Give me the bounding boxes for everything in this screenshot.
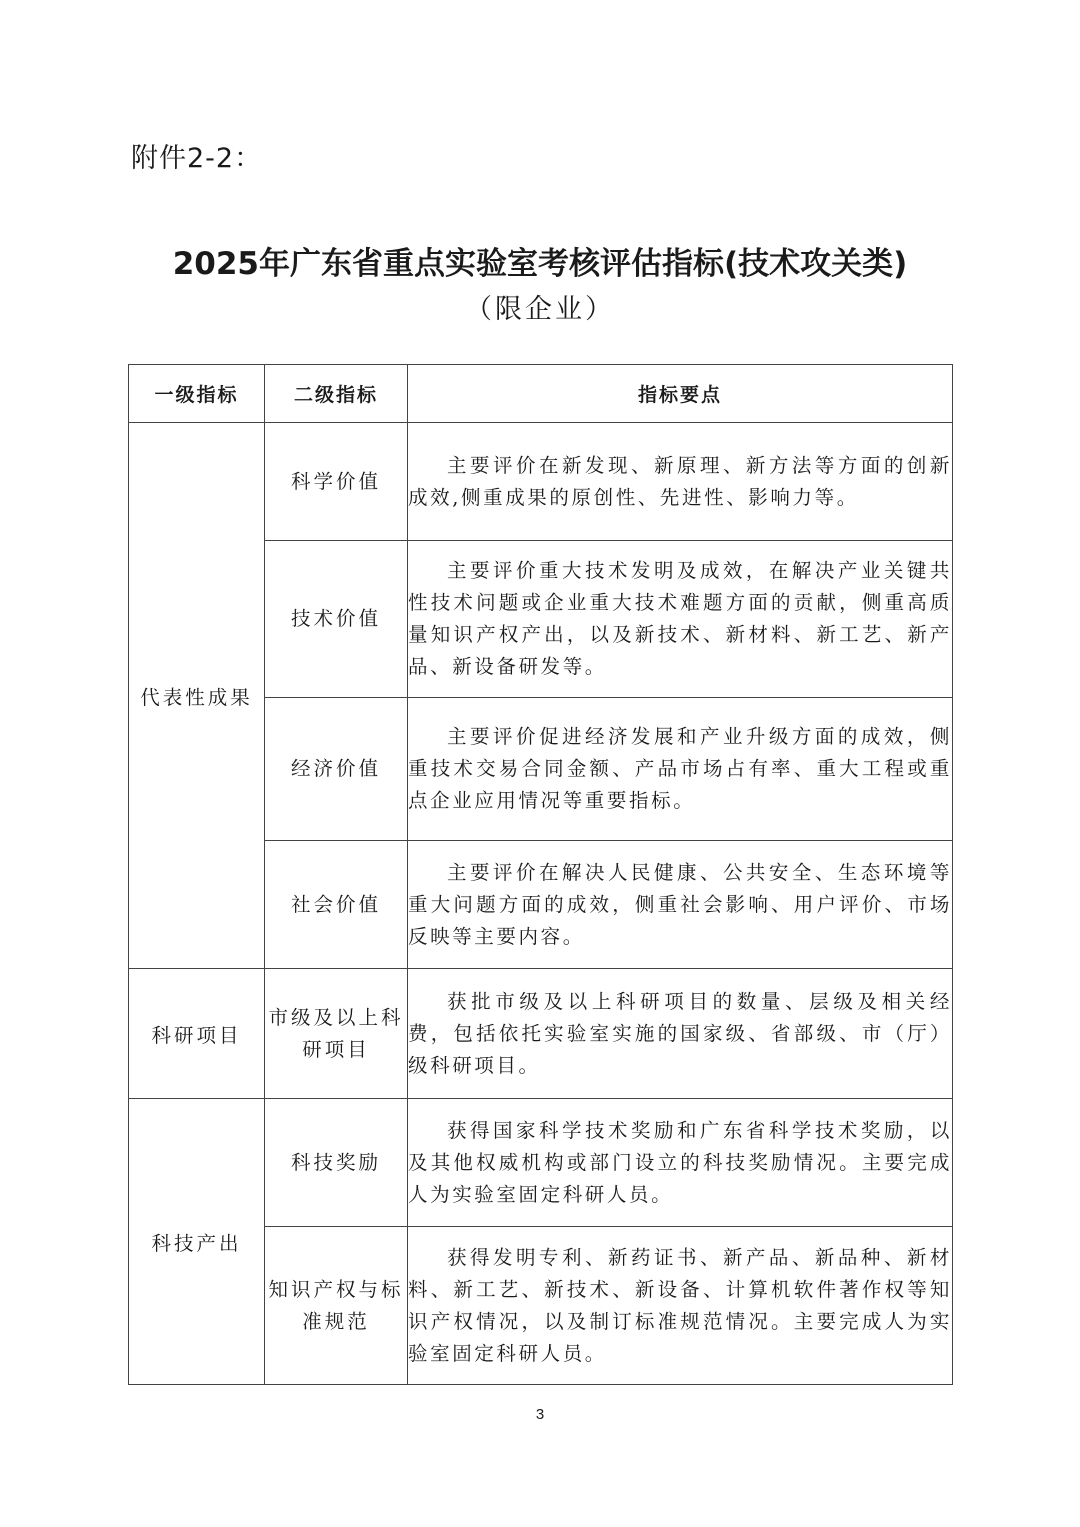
header-points: 指标要点 — [408, 365, 953, 423]
level1-cell: 科研项目 — [129, 969, 265, 1099]
header-level2: 二级指标 — [265, 365, 408, 423]
table-row — [129, 969, 953, 1099]
level2-label: 市级及以上科研项目 — [268, 1005, 404, 1061]
points-text: 主要评价促进经济发展和产业升级方面的成效，侧重技术交易合同金额、产品市场占有率、重大工程或重点企业应用情况等重要指标。 — [408, 725, 952, 812]
points-text: 获得发明专利、新药证书、新产品、新品种、新材料、新工艺、新技术、新设备、计算机软件著作权等知识产权情况，以及制订标准规范情况。主要完成人为实验室固定科研人员。 — [408, 1245, 952, 1365]
points-text: 主要评价重大技术发明及成效，在解决产业关键共性技术问题或企业重大技术难题方面的贡献，侧重高质量知识产权产出，以及新技术、新材料、新工艺、新产品、新设备研发等。 — [408, 559, 952, 678]
indicator-table — [128, 364, 953, 1385]
points-text: 获批市级及以上科研项目的数量、层级及相关经费，包括依托实验室实施的国家级、省部级、市（厅）级科研项目。 — [408, 989, 952, 1077]
table-header-row — [129, 365, 953, 423]
table-row — [129, 423, 953, 541]
points-cell — [408, 841, 953, 969]
points-cell — [408, 541, 953, 698]
level2-cell — [265, 841, 408, 969]
page-number: 3 — [535, 1406, 545, 1423]
level2-cell — [265, 1227, 408, 1385]
level2-label: 社会价值 — [290, 892, 381, 916]
points-cell — [408, 1227, 953, 1385]
document-title: 2025年广东省重点实验室考核评估指标(技术攻关类) — [172, 246, 908, 282]
document-subtitle: （限企业） — [465, 294, 615, 325]
level2-cell — [265, 541, 408, 698]
points-cell — [408, 698, 953, 841]
level2-cell — [265, 698, 408, 841]
level2-label: 科技奖励 — [290, 1150, 381, 1174]
points-cell — [408, 969, 953, 1099]
level2-label: 技术价值 — [290, 607, 381, 630]
level2-cell — [265, 969, 408, 1099]
level2-cell — [265, 1099, 408, 1227]
points-text: 主要评价在新发现、新原理、新方法等方面的创新成效,侧重成果的原创性、先进性、影响力等。 — [408, 453, 952, 509]
level1-cell: 科技产出 — [129, 1099, 265, 1385]
level2-cell — [265, 423, 408, 541]
points-text: 主要评价在解决人民健康、公共安全、生态环境等重大问题方面的成效，侧重社会影响、用户评价、市场反映等主要内容。 — [408, 860, 952, 948]
points-cell — [408, 1099, 953, 1227]
points-text: 获得国家科学技术奖励和广东省科学技术奖励，以及其他权威机构或部门设立的科技奖励情况。主要完成人为实验室固定科研人员。 — [408, 1118, 952, 1206]
attachment-label: 附件2-2： — [131, 143, 263, 174]
level2-label: 知识产权与标准规范 — [268, 1277, 404, 1333]
table-row — [129, 1099, 953, 1227]
level1-cell: 代表性成果 — [129, 423, 265, 969]
header-level1: 一级指标 — [129, 365, 265, 423]
level2-label: 科学价值 — [290, 469, 381, 493]
level2-label: 经济价值 — [290, 757, 381, 780]
points-cell — [408, 423, 953, 541]
